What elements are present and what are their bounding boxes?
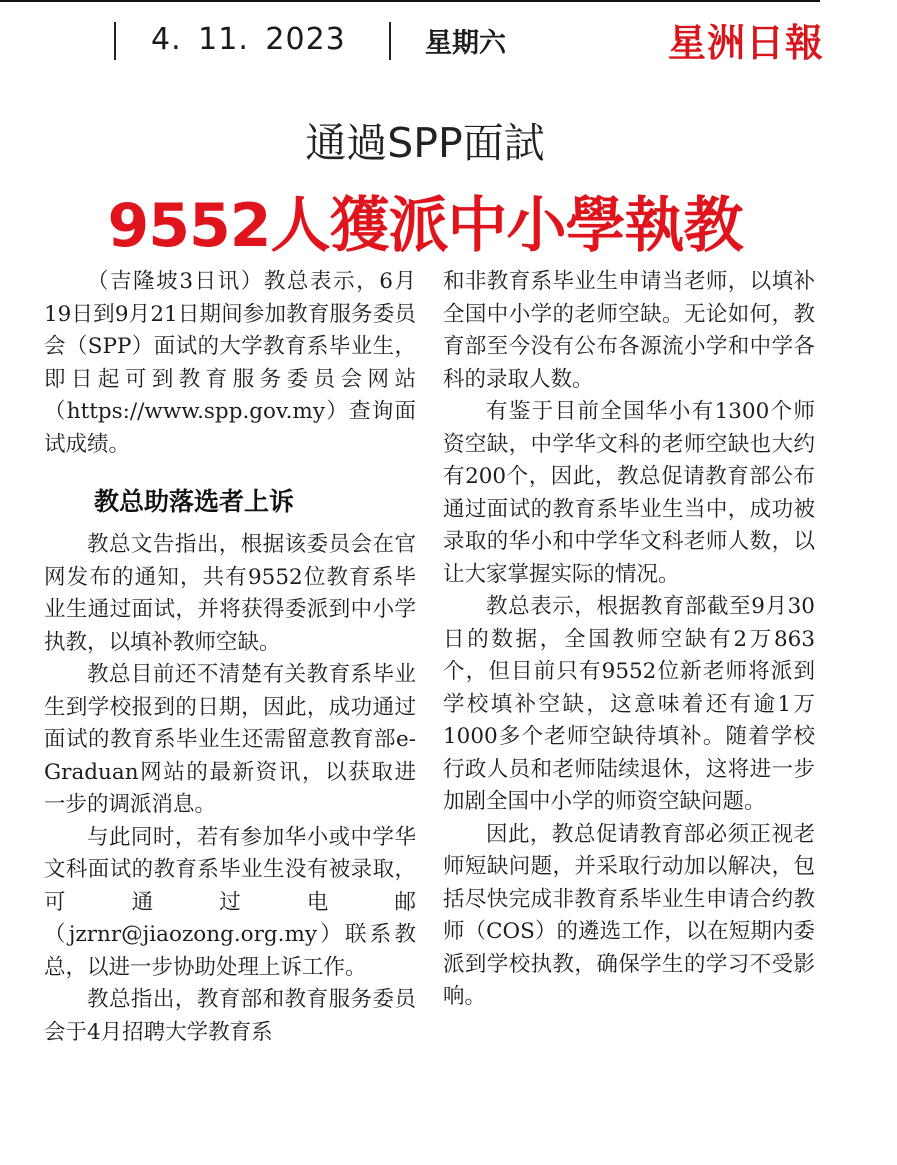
issue-weekday: 星期六 [425,28,506,59]
article-paragraph: 和非教育系毕业生申请当老师，以填补全国中小学的老师空缺。无论如何，教育部至今没有公布各源流小学和中学各科的录取人数。 [443,269,815,392]
newspaper-masthead: 星洲日報 [668,20,825,65]
article-headline: 9552人獲派中小學執教 [107,191,743,261]
issue-date: 4. 11. 2023 [151,22,346,57]
article-paragraph: 有鉴于目前全国华小有1300个师资空缺，中学华文科的老师空缺也大约有200个，因此，教总促请教育部公布通过面试的教育系毕业生当中，成功被录取的华小和中学华文科老师人数，以让大家掌握实际的情况。 [443,399,815,587]
article-paragraph: （吉隆坡3日讯）教总表示，6月19日到9月21日期间参加教育服务委员会（SPP）面试的大学教育系毕业生，即日起可到教育服务委员会网站（https://www.spp.gov.my）查询面试成绩。 [44,269,416,457]
article-subhead: 教总助落选者上诉 [94,487,295,516]
top-rule [0,0,820,2]
article-paragraph: 教总文告指出，根据该委员会在官网发布的通知，共有9552位教育系毕业生通过面试，并将获得委派到中小学执教，以填补教师空缺。 [44,532,416,655]
header-divider [114,22,116,60]
article-kicker: 通過SPP面試 [305,119,545,167]
article-paragraph: 教总目前还不清楚有关教育系毕业生到学校报到的日期，因此，成功通过面试的教育系毕业生还需留意教育部e-Graduan网站的最新资讯，以获取进一步的调派消息。 [44,662,416,817]
article-paragraph: 教总表示，根据教育部截至9月30日的数据，全国教师空缺有2万863个，但目前只有9552位新老师将派到学校填补空缺，这意味着还有逾1万1000多个老师空缺待填补。随着学校行政人员和老师陆续退休，这将进一步加剧全国中小学的师资空缺问题。 [443,594,815,814]
article-paragraph: 与此同时，若有参加华小或中学华文科面试的教育系毕业生没有被录取，可通过电邮（jzrnr@jiaozong.org.my）联系教总，以进一步协助处理上诉工作。 [44,824,416,980]
article-paragraph: 教总指出，教育部和教育服务委员会于4月招聘大学教育系 [44,987,416,1045]
article-column-right [443,266,815,1014]
article-column-left [44,266,416,1049]
article-paragraph: 因此，教总促请教育部必须正视老师短缺问题，并采取行动加以解决，包括尽快完成非教育系毕业生申请合约教师（COS）的遴选工作，以在短期内委派到学校执教，确保学生的学习不受影响。 [443,821,815,1009]
header-divider [389,22,391,60]
